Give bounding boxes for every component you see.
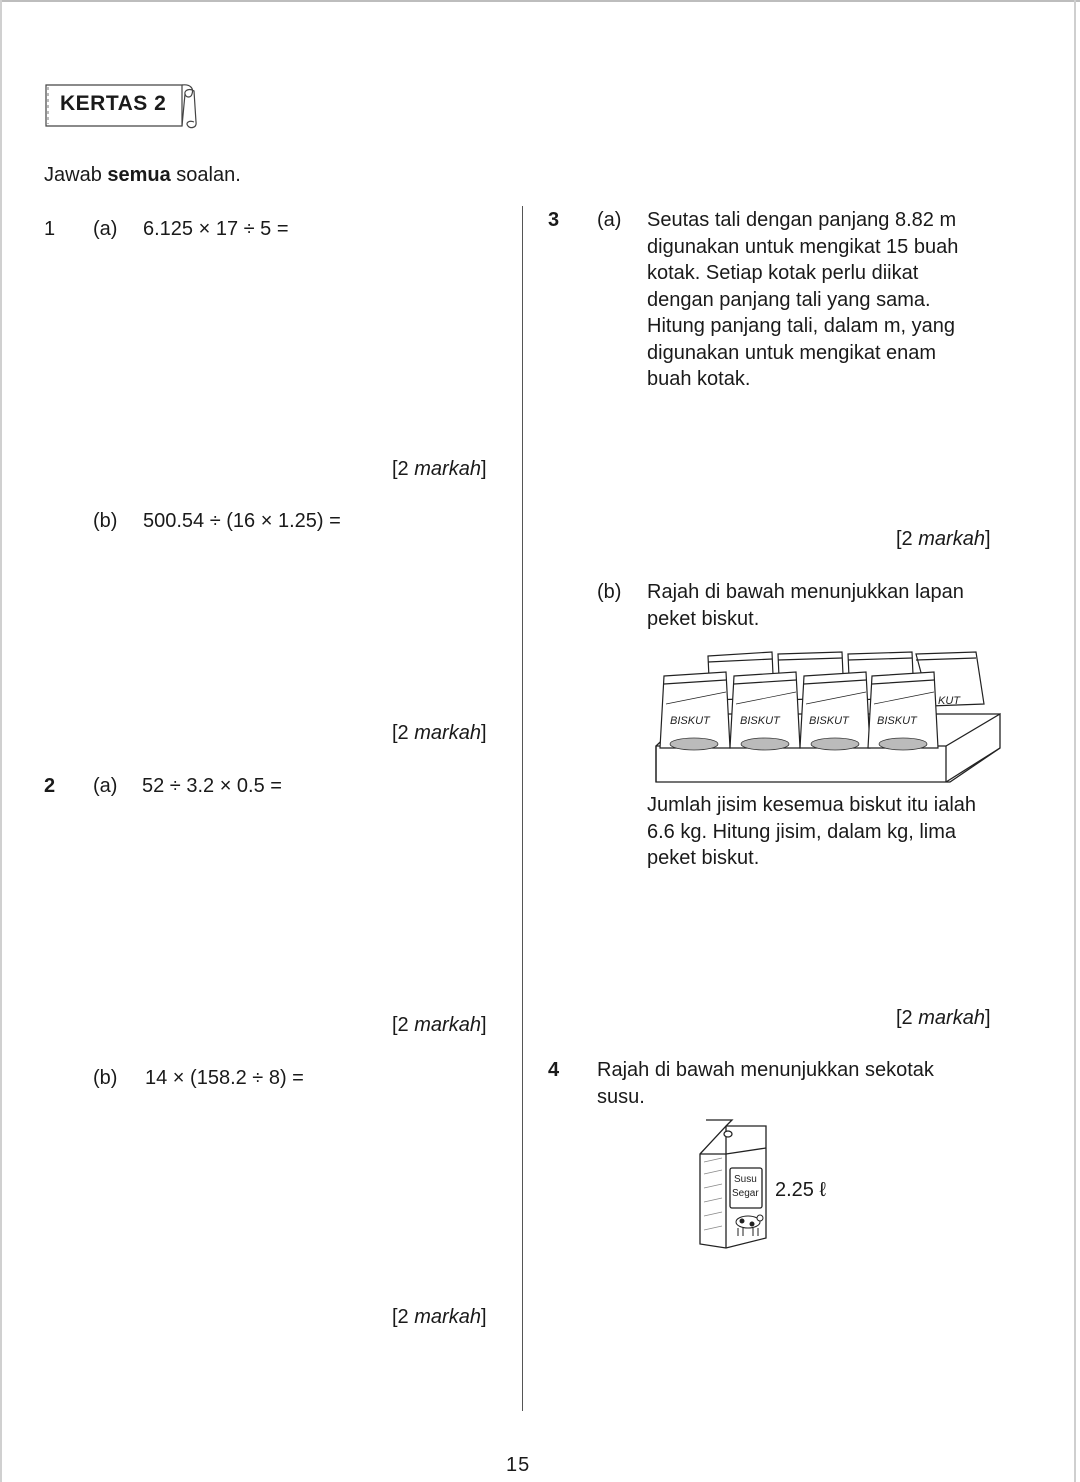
question-1a-marks: [2 markah] xyxy=(392,458,487,480)
carton-label-line2: Segar xyxy=(732,1188,759,1199)
question-4-number: 4 xyxy=(548,1059,560,1081)
question-3a-line: digunakan untuk mengikat enam xyxy=(647,341,937,364)
packet-label: BISKUT xyxy=(809,715,849,727)
question-3a-line: buah kotak. xyxy=(647,368,751,390)
question-3b-line: Jumlah jisim kesemua biskut itu ialah xyxy=(647,794,977,816)
instruction: Jawab semua soalan. xyxy=(44,164,241,186)
paper-label: KERTAS 2 xyxy=(60,92,167,115)
page-number: 15 xyxy=(506,1454,531,1476)
question-1b-marks: [2 markah] xyxy=(392,722,487,744)
question-3b-text xyxy=(647,792,976,872)
question-3a-line: Hitung panjang tali, dalam m, yang xyxy=(647,315,955,337)
question-1a-expression: 6.125 × 17 ÷ 5 = xyxy=(143,218,289,240)
question-3b-label: (b) xyxy=(597,581,622,603)
question-2a-label: (a) xyxy=(93,775,118,797)
question-3b-line: peket biskut. xyxy=(647,847,760,869)
question-1a-label: (a) xyxy=(93,218,118,240)
question-2a-expression: 52 ÷ 3.2 × 0.5 = xyxy=(142,775,282,797)
question-3a-text xyxy=(647,207,958,393)
question-3a-line: Seutas tali dengan panjang 8.82 m xyxy=(647,209,957,231)
scan-edge-right xyxy=(1074,0,1076,1482)
question-4-intro-line: Rajah di bawah menunjukkan sekotak xyxy=(597,1059,934,1081)
milk-carton-illustration xyxy=(696,1118,776,1252)
question-3a-line: digunakan untuk mengikat 15 buah xyxy=(647,235,959,258)
question-3a-line: dengan panjang tali yang sama. xyxy=(647,288,931,311)
carton-volume: 2.25 ℓ xyxy=(775,1179,826,1201)
question-3b-line: 6.6 kg. Hitung jisim, dalam kg, lima xyxy=(647,820,957,843)
packet-label: BISKUT xyxy=(670,715,710,727)
question-3b-intro-line: Rajah di bawah menunjukkan lapan xyxy=(647,581,964,603)
question-2b-label: (b) xyxy=(93,1067,118,1089)
question-2-number: 2 xyxy=(44,775,56,797)
carton-label-line1: Susu xyxy=(734,1174,757,1185)
question-1b-label: (b) xyxy=(93,510,118,532)
question-1-number: 1 xyxy=(44,218,56,240)
question-2a-marks: [2 markah] xyxy=(392,1014,487,1036)
packet-label: BISKUT xyxy=(877,715,917,727)
packet-label: BISKUT xyxy=(740,715,780,727)
question-4-intro xyxy=(597,1057,934,1110)
question-3a-line: kotak. Setiap kotak perlu diikat xyxy=(647,262,919,284)
question-3-number: 3 xyxy=(548,209,560,231)
scan-edge-left xyxy=(0,0,2,1482)
question-2b-expression: 14 × (158.2 ÷ 8) = xyxy=(145,1067,304,1089)
question-3b-intro xyxy=(647,579,964,632)
question-3a-marks: [2 markah] xyxy=(896,528,991,550)
question-3b-marks: [2 markah] xyxy=(896,1007,991,1029)
biscuit-tray-illustration xyxy=(650,648,1006,784)
question-2b-marks: [2 markah] xyxy=(392,1306,487,1328)
question-3b-intro-line: peket biskut. xyxy=(647,607,760,630)
packet-label-partial: KUT xyxy=(938,695,960,707)
scan-edge-top xyxy=(0,0,1080,2)
question-1b-expression: 500.54 ÷ (16 × 1.25) = xyxy=(143,510,341,532)
question-4-intro-line: susu. xyxy=(597,1085,645,1108)
column-divider xyxy=(522,206,523,1411)
question-3a-label: (a) xyxy=(597,209,622,231)
